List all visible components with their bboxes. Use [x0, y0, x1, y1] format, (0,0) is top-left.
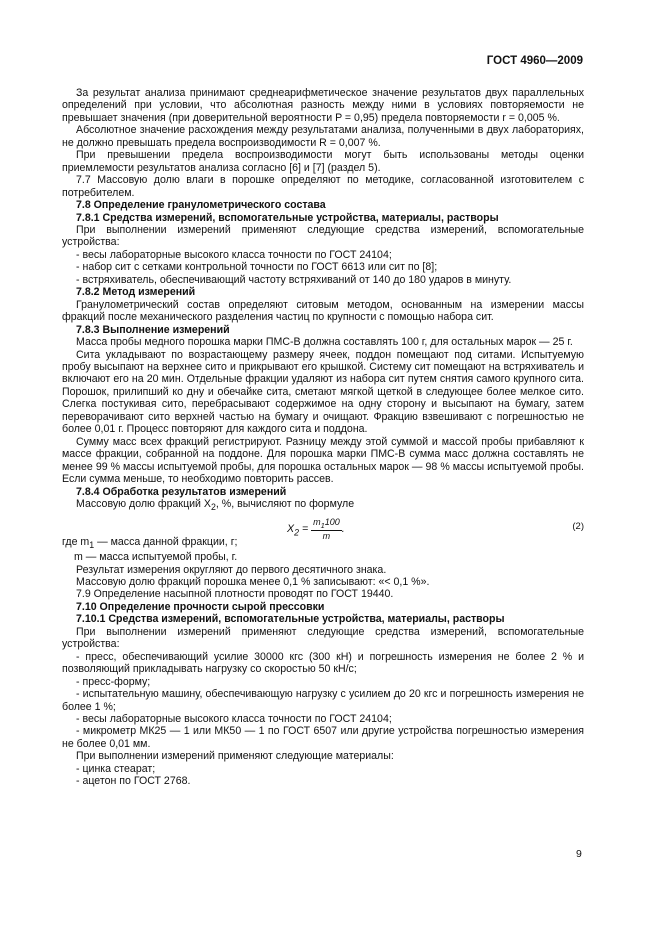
list-item: - весы лабораторные высокого класса точности по ГОСТ 24104; — [76, 712, 392, 725]
list-item: - ацетон по ГОСТ 2768. — [76, 775, 191, 788]
list-item: - микрометр МК25 — 1 или МК50 — 1 по ГОСТ 6507 или другие устройства погрешностью измерения не более 0,01 мм. — [62, 725, 584, 750]
paragraph-7-7: 7.7 Массовую долю влаги в порошке определяют по методике, согласованной изготовителем с потребителем. — [62, 174, 584, 199]
page-number: 9 — [576, 848, 582, 860]
heading-7-10: 7.10 Определение прочности сырой прессовки — [76, 600, 325, 613]
paragraph-7-8-3-mass: Масса пробы медного порошка марки ПМС-В должна составлять 100 г, для остальных марок — 25 г. — [76, 336, 573, 349]
legend-m: m — масса испытуемой пробы, г. — [74, 551, 238, 564]
paragraph-7-8-2: Гранулометрический состав определяют ситовым методом, основанным на измерении массы фракций после механического разделения частиц по крупности с помощью набора сит. — [62, 298, 584, 324]
heading-7-8-1: 7.8.1 Средства измерений, вспомогательные устройства, материалы, растворы — [76, 211, 499, 224]
paragraph-7-8-4-intro: Массовую долю фракций $X_2$, %, вычисляют по формуле — [76, 497, 355, 513]
heading-7-10-1: 7.10.1 Средства измерений, вспомогательные устройства, материалы, растворы — [76, 613, 505, 626]
list-item: - весы лабораторные высокого класса точности по ГОСТ 24104; — [76, 248, 392, 261]
document-header: ГОСТ 4960—2009 — [486, 55, 583, 67]
list-item: - пресс-форму; — [76, 675, 151, 688]
paragraph-7-8-3-sieves: Сита укладывают по возрастающему размеру ячеек, поддон помещают под ситами. Испытуемую пробу высыпают на верхнее сито и прикрывают его крышкой. Систему сит помещают на встряхиватель и включают его на 20 мин. Отдельные фракции удаляют из набора сит путем снятия самого крупного сита. Порошок, прилипший ко дну и обечайке сита, сметают мягкой щеткой в следующее более мелкое сито. Слегка постукивая сито, перебрасывают содержимое на одну сторону и высыпают на бумагу, затем переворачивают сито верхней частью на бумагу и очищают. Фракцию взвешивают с погрешностью не более 0,01 г. Процесс повторяют для каждого сита и поддона. — [62, 348, 584, 436]
page-content — [62, 87, 584, 788]
paragraph-7-8-3-sum: Сумму масс всех фракций регистрируют. Разницу между этой суммой и массой пробы прибавляют к массе фракции, собранной на поддоне. Для порошка марки ПМС-В сумма масс должна составлять не менее 99 % массы испытуемой пробы, для порошка остальных марок — 98 % массы испытуемой пробы. Если сумма меньше, то необходимо повторить рассев. — [62, 435, 584, 486]
paragraph-rounding: Результат измерения округляют до первого десятичного знака. — [76, 563, 387, 576]
paragraph-reproducibility: Абсолютное значение расхождения между результатами анализа, полученными в двух лабораториях, не должно превышать предела воспроизводимости R = 0,007 %. — [62, 124, 584, 149]
paragraph-7-8-1-intro: При выполнении измерений применяют следующие средства измерений, вспомогательные устройства: — [62, 223, 584, 249]
list-item: - пресс, обеспечивающий усилие 30000 кгс (300 кН) и погрешность измерения не более 2 % и позволяющий прикладывать нагрузку со скоростью 50 кН/с; — [62, 650, 584, 676]
heading-7-8-4: 7.8.4 Обработка результатов измерений — [76, 485, 287, 498]
paragraph-7-10-1-intro: При выполнении измерений применяют следующие средства измерений, вспомогательные устройства: — [62, 625, 584, 651]
equation-number: (2) — [572, 520, 584, 532]
formula-2 — [62, 514, 584, 542]
formula-fraction: $\frac{m_1100}{m}$ — [313, 516, 340, 542]
list-item: - цинка стеарат; — [76, 762, 156, 775]
heading-7-8-2: 7.8.2 Метод измерений — [76, 286, 196, 299]
paragraph-small-fractions: Массовую долю фракций порошка менее 0,1 % записывают: «< 0,1 %». — [76, 575, 430, 588]
heading-7-8: 7.8 Определение гранулометрического состава — [76, 199, 326, 212]
heading-7-8-3: 7.8.3 Выполнение измерений — [76, 323, 230, 336]
paragraph-materials-intro: При выполнении измерений применяют следующие материалы: — [76, 750, 394, 763]
list-item: - встряхиватель, обеспечивающий частоту встряхиваний от 140 до 180 ударов в минуту. — [76, 273, 512, 286]
list-item: - набор сит с сетками контрольной точности по ГОСТ 6613 или сит по [8]; — [76, 261, 438, 274]
paragraph-7-9: 7.9 Определение насыпной плотности проводят по ГОСТ 19440. — [76, 588, 394, 601]
paragraph-result-average: За результат анализа принимают среднеарифметическое значение результатов двух параллельных определений при условии, что абсолютная разность между ними в условиях повторяемости не превышает значения (при доверительной вероятности P = 0,95) предела повторяемости r = 0,005 %. — [62, 87, 584, 124]
paragraph-exceeding-limit: При превышении предела воспроизводимости могут быть использованы методы оценки приемлемости результатов анализа согласно [6] и [7] (раздел 5). — [62, 149, 584, 174]
formula-expression: $X_2$ = $\frac{m_1100}{m}$ . — [287, 516, 345, 542]
list-item: - испытательную машину, обеспечивающую нагрузку с усилием до 20 кгс и погрешность измерения не более 1 %; — [62, 688, 584, 713]
legend-m1: где $m_1$ — масса данной фракции, г; — [62, 535, 238, 550]
